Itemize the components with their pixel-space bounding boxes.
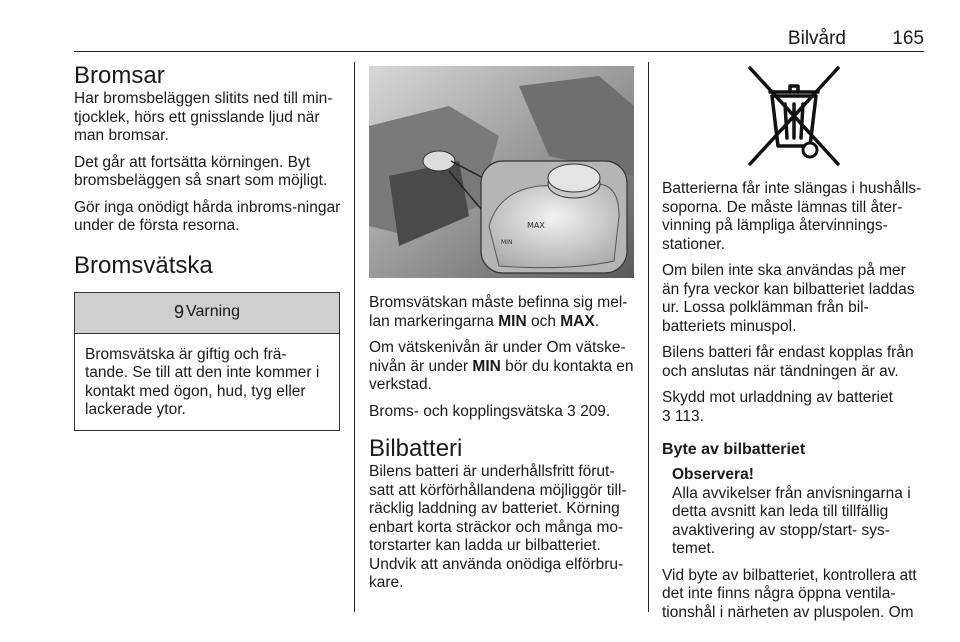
warning-text: Bromsvätska är giftig och frä-tande. Se till att den inte kommer i kontakt med ögon, hud, tyg eller lackerade ytor. [85,345,320,418]
heading-bilbatteri: Bilbatteri [369,435,463,462]
warning-box [74,292,340,431]
paragraph: Om bilen inte ska användas på mer än fyra veckor kan bilbatteriet laddas ur. Lossa polklämman från bil-batteriets minuspol. [662,262,915,335]
heading-bromsvatska: Bromsvätska [74,251,213,279]
min-mark: MIN [501,239,513,246]
paragraph: Bilens batteri får endast kopplas från och anslutas när tändningen är av. [662,344,914,380]
paragraph: Om vätskenivån är under Om vätske-nivån är under MIN bör du kontakta en verkstad. [369,339,634,393]
paragraph: Gör inga onödigt hårda inbroms-ningar under de första resorna. [74,198,341,234]
warning-title: Varning [186,303,240,321]
paragraph: Bromsvätskan måste befinna sig mel-lan markeringarna MIN och MAX. [369,294,628,330]
page-reference: 3 209. [567,402,611,420]
paragraph: Batterierna får inte slängas i hushålls-soporna. De måste lämnas till åter-vinning på lämpliga återvinnings-stationer. [662,180,922,253]
header-rule [74,51,924,52]
warning-header [75,293,339,334]
column-divider [354,62,355,612]
note-title: Observera! [672,466,754,483]
column-3 [662,62,926,630]
paragraph: Har bromsbeläggen slitits ned till min-tjocklek, hörs ett gnisslande ljud när man bromsar. [74,90,333,144]
page-reference: 3 113. [662,407,704,425]
page-header [74,28,924,50]
heading-byte-av-bilbatteriet: Byte av bilbatteriet [662,441,806,458]
column-1 [74,62,342,431]
paragraph: Bilens batteri är underhållsfritt förut-satt att körförhållandena möjliggör till-räcklig laddning av batteriet. Körning enbart korta sträckor och många mo-torstarter kan ladda ur bilbatteriet. Undvik att använda onödiga elförbru-kare. [369,463,627,591]
heading-bromsar: Bromsar [74,62,165,89]
column-2 [369,62,634,601]
note-text: Alla avvikelser från anvisningarna i detta avsnitt kan leda till tillfällig avaktivering av stopp/start- sys-temet. [672,484,911,557]
paragraph: Skydd mot urladdning av batteriet 3 113. [662,389,893,425]
note-box [662,466,926,559]
page-number: 165 [892,28,924,49]
column-divider [648,62,649,612]
brake-fluid-reservoir-photo [369,66,634,278]
crossed-bin-icon [662,62,926,170]
section-title: Bilvård [787,28,846,49]
max-mark: MAX [527,221,545,230]
paragraph: Det går att fortsätta körningen. Byt bromsbeläggen så snart som möjligt. [74,153,328,189]
paragraph: Broms- och kopplingsvätska 3 209. [369,402,611,420]
warning-icon: 9 [174,302,185,323]
paragraph: Vid byte av bilbatteriet, kontrollera att det inte finns några öppna ventila-tionshål i närheten av pluspolen. Om [662,566,917,621]
